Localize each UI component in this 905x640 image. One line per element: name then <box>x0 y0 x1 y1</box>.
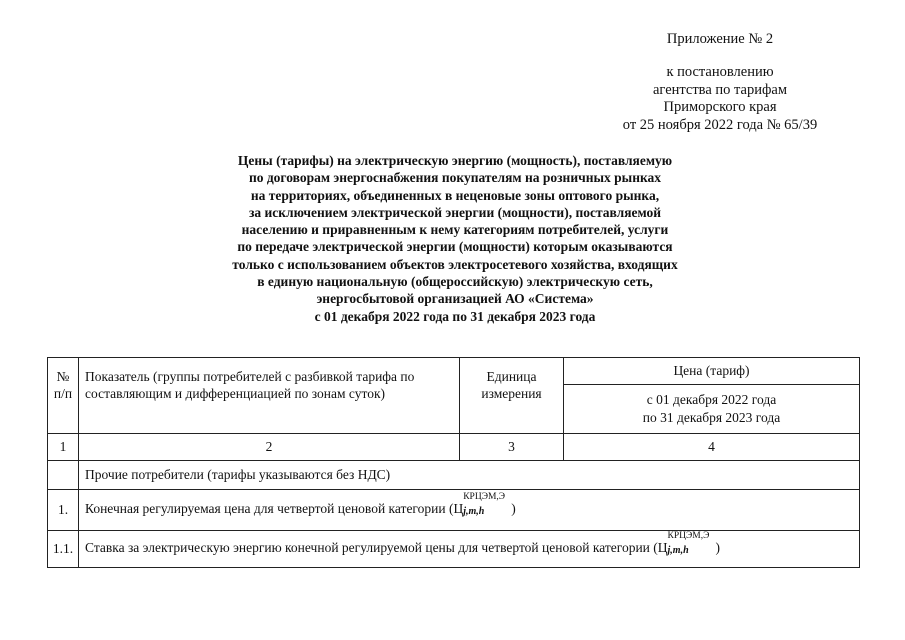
column-index: 4 <box>564 434 860 461</box>
decree-line: Приморского края <box>663 99 777 115</box>
table-row <box>48 490 860 531</box>
header-price: Цена (тариф) <box>564 358 860 385</box>
column-index: 3 <box>460 434 564 461</box>
row-number: 1.1. <box>48 531 79 568</box>
table-header-row <box>48 358 860 385</box>
header-number-line: п/п <box>53 386 73 401</box>
header-number <box>48 358 79 434</box>
decree-line: агентства по тарифам <box>653 81 787 98</box>
row-text <box>79 490 860 531</box>
header-unit <box>460 358 564 434</box>
heading-line: только с использованием объектов электросетевого хозяйства, входящих <box>232 256 678 272</box>
heading-line: в единую национальную (общероссийскую) электрическую сеть, <box>257 274 653 290</box>
formula-indices <box>463 492 511 522</box>
header-period <box>564 385 860 434</box>
heading-line: по передаче электрической энергии (мощности) которым оказываются <box>237 239 673 255</box>
heading-line: населению и приравненным к нему категориям потребителей, услуги <box>241 222 669 238</box>
decree-reference <box>600 64 840 134</box>
row-text-main: Ставка за электрическую энергию конечной регулируемой цены для четвертой ценовой категории (Ц <box>85 540 668 556</box>
tariff-table <box>47 357 860 568</box>
formula-subscript: j,m,h <box>463 506 485 517</box>
header-period-line: с 01 декабря 2022 года <box>646 392 777 407</box>
heading-line: Цены (тарифы) на электрическую энергию (мощность), поставляемую <box>237 153 673 168</box>
decree-line: к постановлению <box>666 64 774 80</box>
header-number-line: № <box>56 369 70 384</box>
section-row <box>48 461 860 490</box>
header-unit-line: Единица <box>486 369 537 384</box>
formula-superscript: КРЦЭМ,Э <box>463 492 506 502</box>
column-index: 2 <box>79 434 460 461</box>
table-row <box>48 531 860 568</box>
formula-indices <box>667 531 716 561</box>
header-unit-line: измерения <box>481 386 542 401</box>
heading-line: энергосбытовой организацией АО «Система» <box>316 291 594 307</box>
column-index-row <box>48 434 860 461</box>
appendix-title: Приложение № 2 <box>666 31 774 47</box>
heading-line: на территориях, объединенных в неценовые зоны оптового рынка, <box>250 187 660 203</box>
section-empty-cell <box>48 461 79 490</box>
header-period-line: по 31 декабря 2023 года <box>642 410 781 425</box>
heading-line: за исключением электрической энергии (мощности), поставляемой <box>248 204 662 220</box>
header-indicator: Показатель (группы потребителей с разбивкой тарифа по составляющим и дифференциацией по зонам суток) <box>79 358 460 434</box>
decree-line: от 25 ноября 2022 года № 65/39 <box>622 116 818 133</box>
row-number: 1. <box>48 490 79 531</box>
formula-subscript: j,m,h <box>667 545 689 556</box>
heading-line: с 01 декабря 2022 года по 31 декабря 2023 года <box>314 308 596 324</box>
row-text-close: ) <box>715 540 721 556</box>
heading-line: по договорам энергоснабжения покупателям на розничных рынках <box>248 170 662 186</box>
document-heading <box>150 152 760 325</box>
column-index: 1 <box>48 434 79 461</box>
section-title: Прочие потребители (тарифы указываются без НДС) <box>79 461 860 490</box>
row-text-close: ) <box>511 501 516 517</box>
row-text <box>79 531 860 568</box>
row-text-main: Конечная регулируемая цена для четвертой ценовой категории (Ц <box>85 501 464 517</box>
formula-superscript: КРЦЭМ,Э <box>667 531 710 541</box>
